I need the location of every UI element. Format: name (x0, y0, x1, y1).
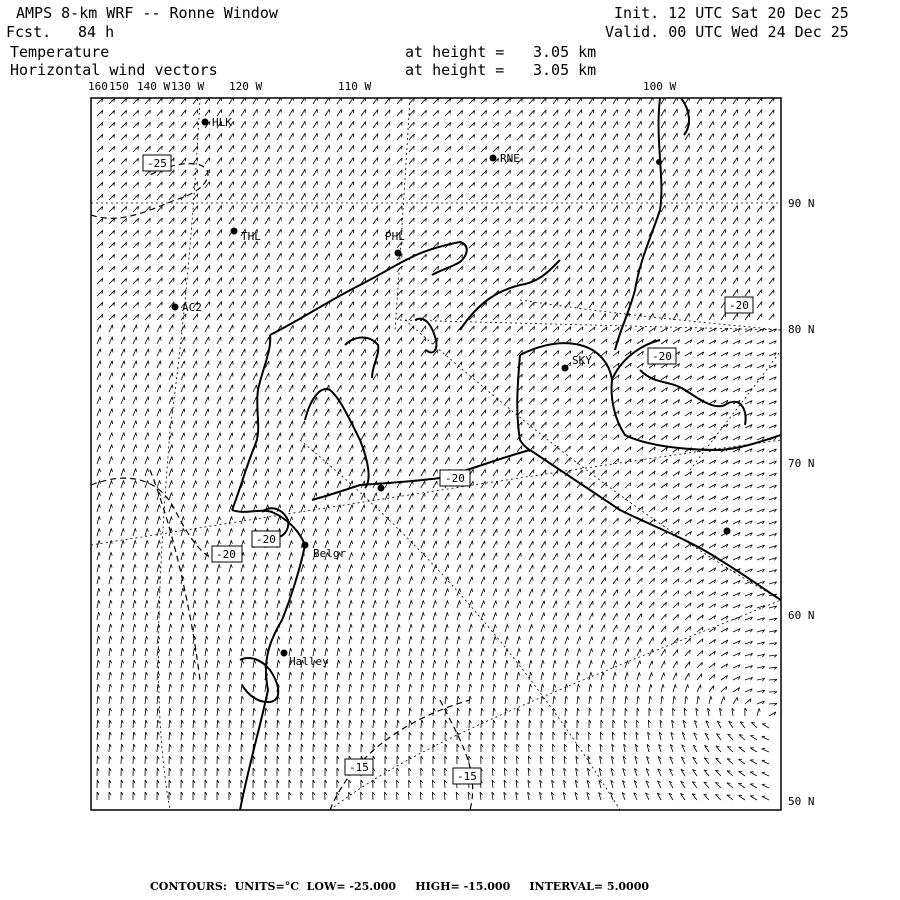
contour-label (648, 348, 676, 364)
lon-label-130: 130 W (171, 80, 205, 93)
station-ac2 (172, 301, 202, 314)
station-belgr (302, 542, 347, 561)
lon-label-150: 150 (109, 80, 129, 93)
latitude-labels (788, 197, 815, 808)
contour-label (143, 155, 171, 171)
lat-label-50: 50 N (788, 795, 815, 808)
lon-label-160: 160 (88, 80, 108, 93)
init-time: Init. 12 UTC Sat 20 Dec 25 (614, 4, 849, 22)
svg-text:-20: -20 (445, 472, 465, 485)
coastline (232, 98, 781, 810)
field-wind-vectors: Horizontal wind vectors (10, 61, 218, 79)
svg-text:SKY: SKY (572, 354, 592, 367)
station-halley (281, 650, 330, 669)
svg-text:-20: -20 (729, 299, 749, 312)
svg-text:RNE: RNE (500, 152, 520, 165)
footer-units: UNITS=°C (234, 880, 299, 893)
lat-label-80: 80 N (788, 323, 815, 336)
forecast-label: Fcst. (6, 23, 52, 41)
height-value-1: 3.05 km (533, 43, 597, 61)
model-title: AMPS 8-km WRF -- Ronne Window (16, 4, 278, 22)
footer-high: HIGH= -15.000 (415, 880, 511, 893)
map-frame (91, 98, 781, 810)
svg-text:AC2: AC2 (182, 301, 202, 314)
station-marker (656, 159, 662, 165)
stations (172, 116, 731, 668)
svg-text:-20: -20 (216, 548, 236, 561)
svg-text:-20: -20 (652, 350, 672, 363)
lon-label-110: 110 W (338, 80, 372, 93)
graticule (91, 98, 781, 810)
contour-label (725, 297, 753, 313)
lon-label-140: 140 W (137, 80, 171, 93)
contour-label (440, 470, 470, 486)
svg-text:-15: -15 (457, 770, 477, 783)
footer-low: LOW= -25.000 (306, 880, 397, 893)
lat-label-60: 60 N (788, 609, 815, 622)
station-sky (562, 354, 593, 372)
station-marker (378, 485, 385, 492)
height-label-1: at height = (405, 43, 505, 61)
footer-interval: INTERVAL= 5.0000 (529, 880, 650, 893)
lat-label-70: 70 N (788, 457, 815, 470)
svg-text:THL: THL (241, 230, 261, 243)
lat-label-90: 90 N (788, 197, 815, 210)
svg-text:Halley: Halley (289, 655, 329, 668)
svg-text:Belgr: Belgr (313, 547, 347, 560)
contour-label (252, 531, 280, 547)
valid-time: Valid. 00 UTC Wed 24 Dec 25 (605, 23, 849, 41)
lon-label-100: 100 W (643, 80, 677, 93)
contour-label (453, 768, 481, 784)
station-thl (231, 228, 262, 244)
field-temperature: Temperature (10, 43, 110, 61)
contour-footer (150, 880, 649, 893)
svg-text:PHL: PHL (385, 230, 405, 243)
contour-label (345, 759, 373, 775)
station-marker (724, 528, 731, 535)
height-label-2: at height = (405, 61, 505, 79)
forecast-hours: 84 h (78, 23, 115, 41)
svg-text:-15: -15 (349, 761, 369, 774)
svg-text:HLK: HLK (212, 116, 232, 129)
longitude-labels (88, 80, 676, 93)
svg-text:-25: -25 (147, 157, 167, 170)
svg-text:-20: -20 (256, 533, 276, 546)
temperature-contours-dashed (91, 164, 473, 810)
footer-contours: CONTOURS: (150, 880, 227, 893)
contour-label (212, 546, 242, 562)
lon-label-120: 120 W (229, 80, 263, 93)
height-value-2: 3.05 km (533, 61, 597, 79)
